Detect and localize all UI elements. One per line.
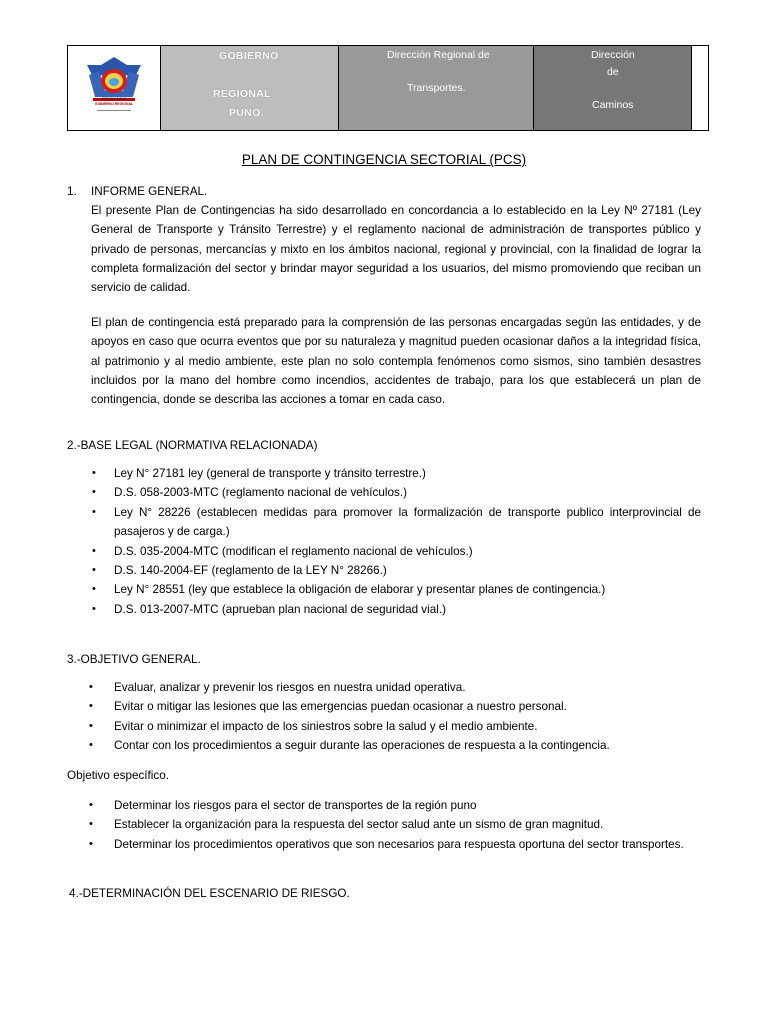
direccion-caminos-cell — [534, 46, 692, 130]
section-1-paragraph-2: El plan de contingencia está preparado para la comprensión de las personas encargadas según las entidades, y de apoyos en caso que ocurra eventos que por su naturaleza y magnitud pueden ocasionar daños a la integridad física, al patrimonio y al medio ambiente, este plan no solo contempla fenómenos como sismos, sino también desastres incluidos por la mano del hombre como incendios, accidentes de trabajo, para los que establecerá un plan de contingencia, donde se describa las acciones a tomar en cada caso. — [91, 316, 701, 407]
bullet-icon: • — [89, 700, 93, 713]
header-table — [67, 45, 709, 131]
caminos-line-2: de — [607, 66, 619, 78]
list-item: • Determinar los procedimientos operativos que son necesarios para respuesta oportuna del sector transportes. — [114, 835, 701, 854]
bullet-icon: • — [92, 467, 96, 479]
bullet-icon: • — [89, 837, 93, 850]
list-item: • Evaluar, analizar y prevenir los riesgos en nuestra unidad operativa. — [114, 678, 701, 697]
gobierno-line-1: GOBIERNO — [219, 50, 279, 62]
logo-cell — [68, 46, 161, 130]
bullet-icon: • — [92, 544, 96, 557]
section-4-heading: 4.-DETERMINACIÓN DEL ESCENARIO DE RIESGO. — [69, 887, 350, 900]
objetivo-especifico-list — [89, 796, 701, 854]
bullet-icon: • — [92, 505, 96, 518]
logo-caption-2: GOBIERNO REGIONAL — [94, 102, 134, 106]
list-item: • D.S. 140-2004-EF (reglamento de la LEY N° 28266.) — [114, 561, 701, 580]
bullet-icon: • — [92, 602, 96, 615]
section-1-paragraph-1: El presente Plan de Contingencias ha sido desarrollado en concordancia a lo establecido en la Ley Nº 27181 (Ley General de Transporte y Tránsito Terrestre) y el reglamento nacional de administración de transportes público y privado de personas, mercancías y mixto en los ámbitos nacional, regional y provincial, con la finalidad de lograr la completa formalización del sector y brindar mayor seguridad a los usuarios, del mismo promoviendo que reciban un servicio de calidad. — [91, 204, 701, 295]
list-item: • Ley N° 27181 ley (general de transporte y tránsito terrestre.) — [114, 464, 701, 483]
gobierno-line-2: REGIONAL — [213, 88, 271, 100]
objetivo-general-list — [89, 678, 701, 756]
list-item: • Evitar o minimizar el impacto de los siniestros sobre la salud y el medio ambiente. — [114, 717, 701, 736]
bullet-icon: • — [92, 583, 96, 596]
direccion-regional-cell — [339, 46, 534, 130]
bullet-icon: • — [89, 719, 93, 732]
section-3-heading: 3.-OBJETIVO GENERAL. — [67, 653, 201, 666]
caminos-line-3: Caminos — [592, 99, 634, 111]
bullet-icon: • — [89, 681, 93, 693]
regional-logo-icon — [75, 51, 153, 125]
direccion-regional-line-1: Dirección Regional de — [387, 49, 490, 61]
list-item: • D.S. 013-2007-MTC (aprueban plan nacional de seguridad vial.) — [114, 600, 701, 619]
objetivo-especifico-heading: Objetivo específico. — [67, 769, 169, 782]
bullet-icon: • — [89, 818, 93, 831]
list-item: • D.S. 035-2004-MTC (modifican el reglamento nacional de vehículos.) — [114, 542, 701, 561]
list-item: • Contar con los procedimientos a seguir durante las operaciones de respuesta a la contingencia. — [114, 736, 701, 755]
list-item: • Determinar los riesgos para el sector de transportes de la región puno — [114, 796, 701, 815]
base-legal-list — [92, 464, 701, 619]
document-title: PLAN DE CONTINGENCIA SECTORIAL (PCS) — [241, 152, 527, 167]
list-item: • Ley N° 28551 (ley que establece la obligación de elaborar y presentar planes de contingencia.) — [114, 580, 701, 599]
section-2-heading: 2.-BASE LEGAL (NORMATIVA RELACIONADA) — [67, 439, 318, 452]
bullet-icon: • — [92, 486, 96, 499]
bullet-icon: • — [89, 739, 93, 752]
caminos-line-1: Dirección — [591, 49, 635, 61]
list-item: • Ley N° 28226 (establecen medidas para promover la formalización de transporte publico interprovincial de pasajeros y de carga.) — [114, 503, 701, 542]
bullet-icon: • — [89, 799, 93, 811]
gobierno-line-3: PUNO. — [229, 107, 264, 119]
list-item: • Evitar o mitigar las lesiones que las emergencias puedan ocasionar a nuestro personal. — [114, 697, 701, 716]
section-1-heading: INFORME GENERAL. — [91, 185, 208, 198]
bullet-icon: • — [92, 564, 96, 577]
direccion-regional-line-2: Transportes. — [407, 82, 466, 94]
gobierno-regional-cell — [161, 46, 339, 130]
list-item: • Establecer la organización para la respuesta del sector salud ante un sismo de gran magnitud. — [114, 815, 701, 834]
header-empty-cell — [692, 46, 708, 130]
section-1-number: 1. — [67, 185, 77, 198]
list-item: • D.S. 058-2003-MTC (reglamento nacional de vehículos.) — [114, 483, 701, 502]
logo-caption-1: REGION PUNO — [101, 97, 127, 101]
